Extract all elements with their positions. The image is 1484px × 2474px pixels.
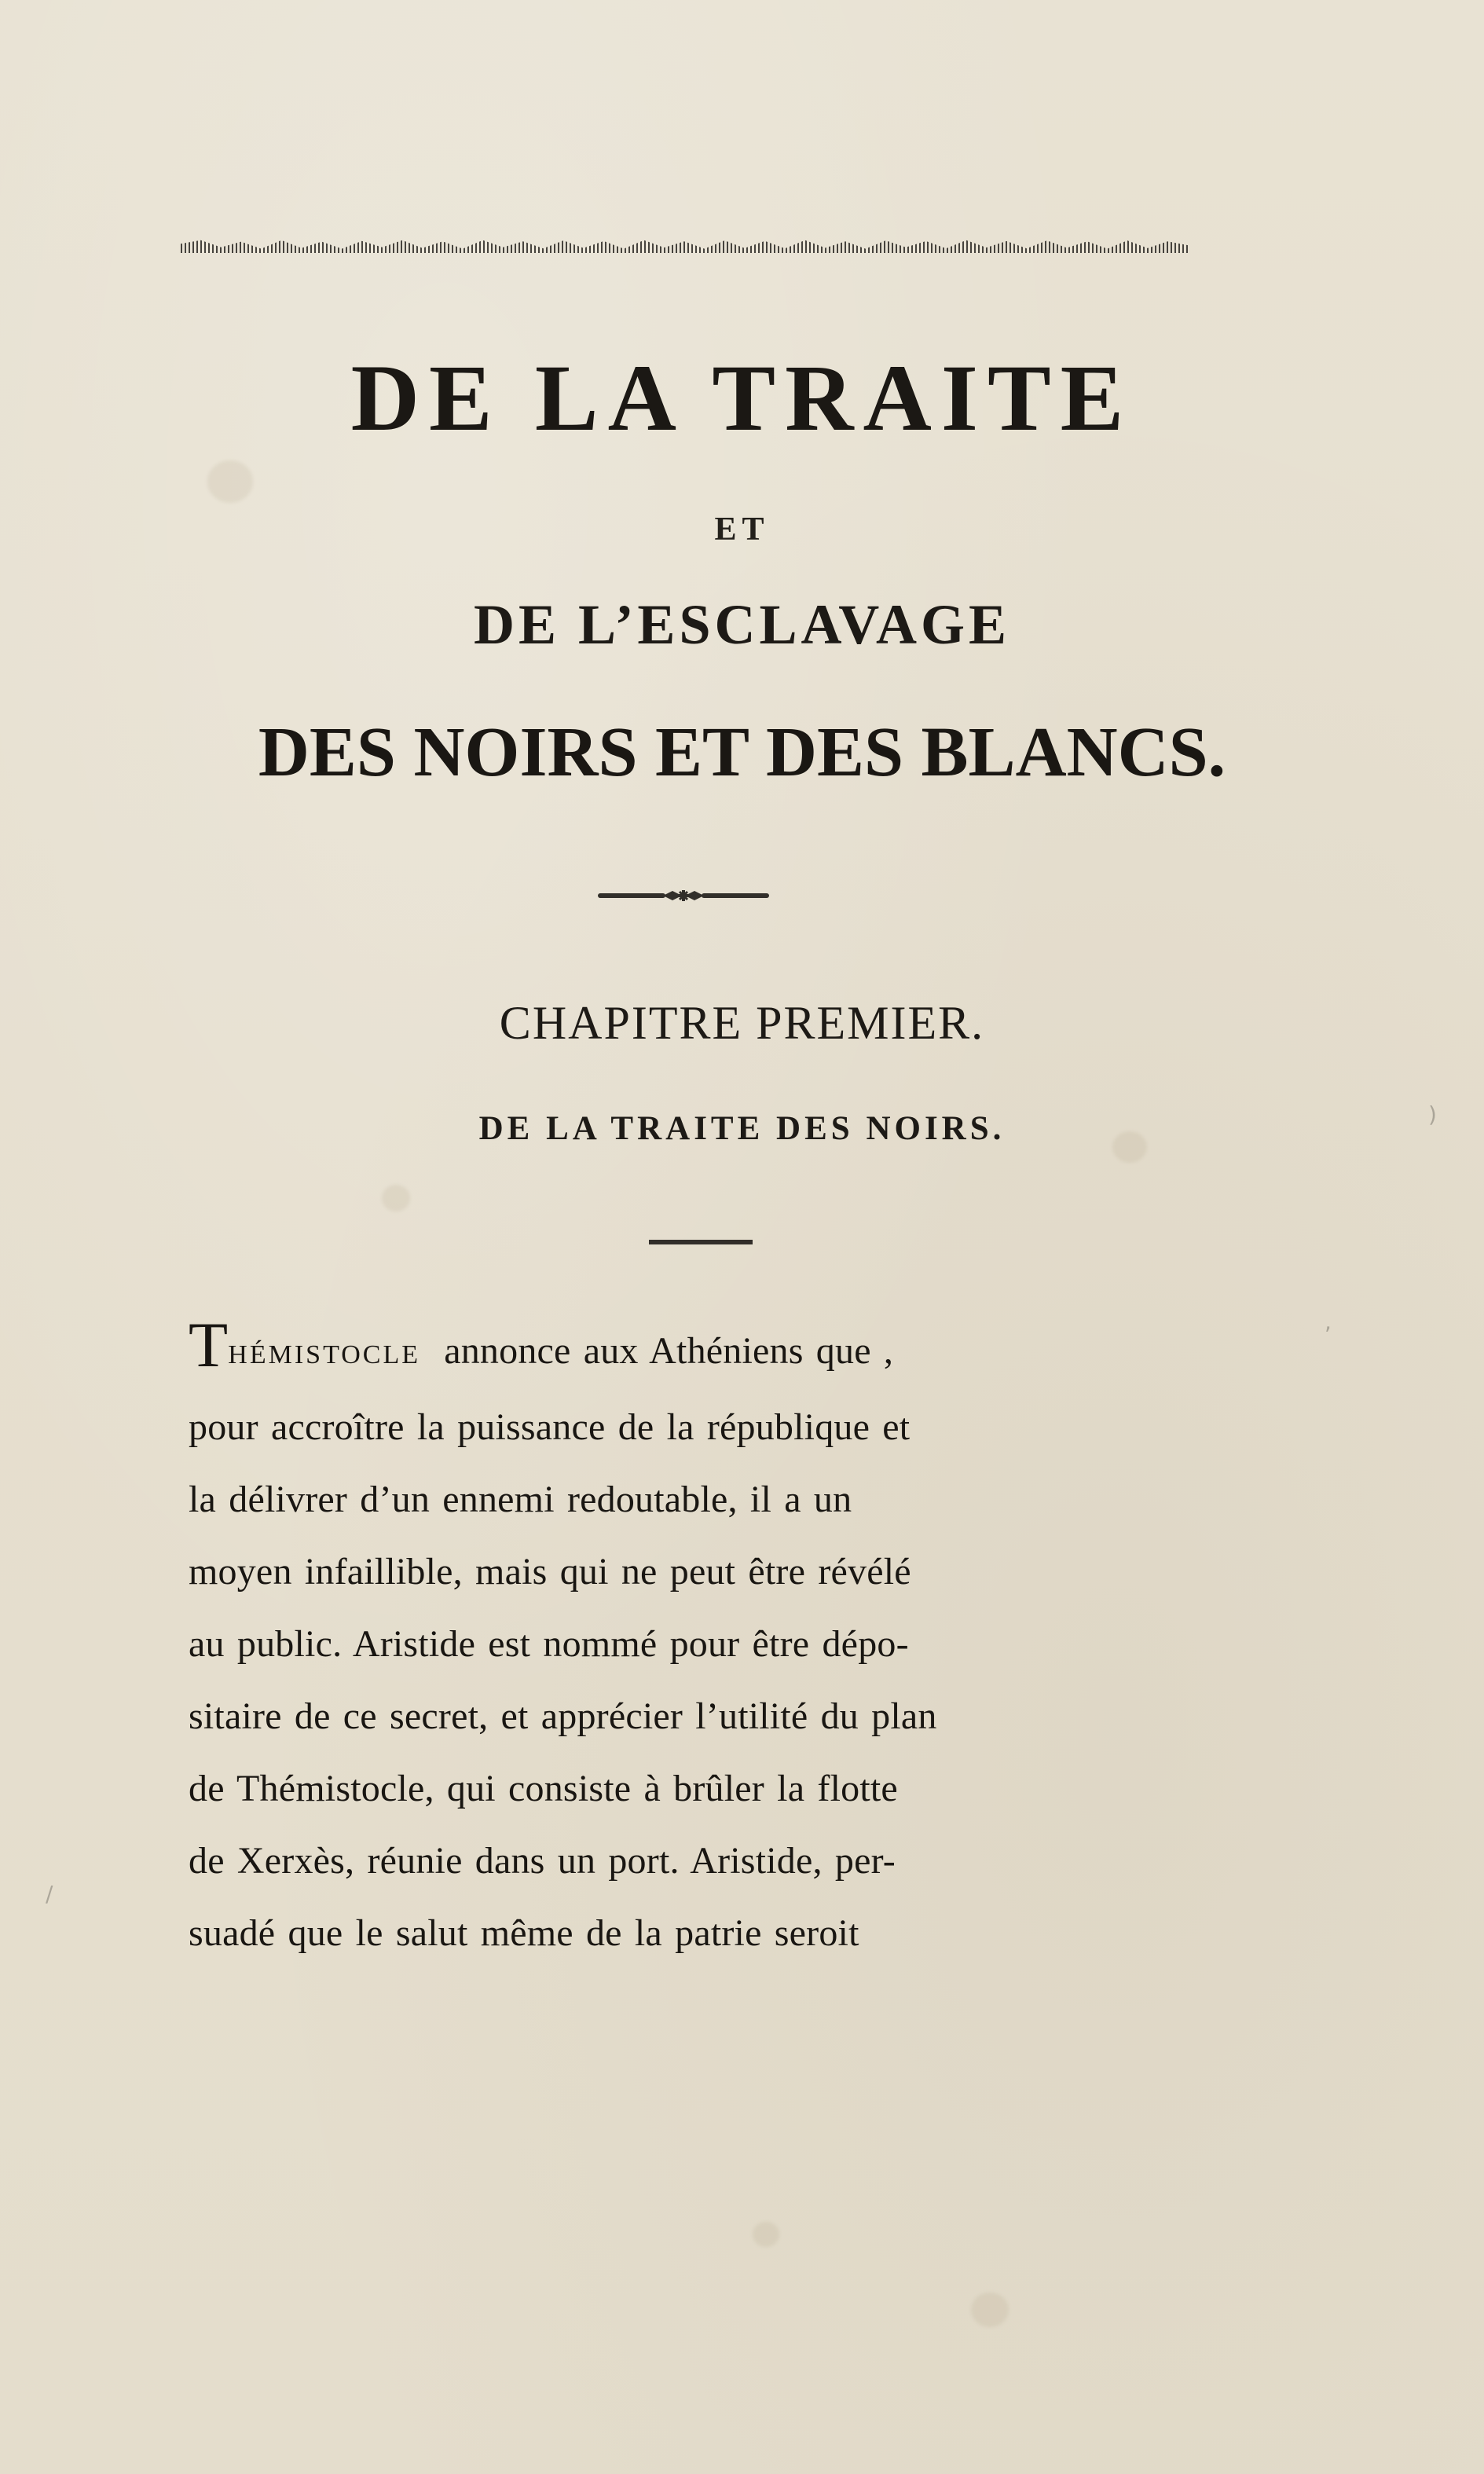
body-line-4: moyen infaillible, mais qui ne peut être révélé bbox=[189, 1551, 911, 1593]
paper-spot bbox=[382, 1185, 410, 1211]
chapter-heading: CHAPITRE PREMIER. bbox=[499, 997, 985, 1049]
edge-mark: , bbox=[1325, 1309, 1332, 1335]
body-line-8: de Xerxès, réunie dans un port. Aristide, per- bbox=[189, 1840, 896, 1882]
body-line-1-rest: annonce aux Athéniens que , bbox=[431, 1330, 894, 1372]
title-line-2: ET bbox=[714, 511, 770, 548]
title-line-1: DE LA TRAITE bbox=[350, 346, 1134, 451]
paper-spot bbox=[971, 2293, 1009, 2327]
title-line-3: DE L’ESCLAVAGE bbox=[474, 593, 1010, 656]
body-line-6: sitaire de ce secret, et apprécier l’utilité du plan bbox=[189, 1695, 937, 1737]
edge-mark: ) bbox=[1428, 1101, 1437, 1127]
body-line-9: suadé que le salut même de la patrie seroit bbox=[189, 1912, 859, 1954]
body-line-3: la délivrer d’un ennemi redoutable, il a un bbox=[189, 1479, 852, 1520]
body-text bbox=[189, 1309, 1210, 1970]
section-rule bbox=[649, 1240, 753, 1244]
decorative-divider-icon bbox=[597, 880, 770, 911]
title-line-4: DES NOIRS ET DES BLANCS. bbox=[258, 713, 1226, 791]
small-caps-name: HÉMISTOCLE bbox=[228, 1340, 421, 1369]
body-line-2: pour accroître la puissance de la république et bbox=[189, 1406, 911, 1448]
body-line-7: de Thémistocle, qui consiste à brûler la flotte bbox=[189, 1768, 898, 1809]
chapter-subheading: DE LA TRAITE DES NOIRS. bbox=[478, 1110, 1006, 1147]
body-line-1: THÉMISTOCLE annonce aux Athéniens que , bbox=[189, 1309, 894, 1380]
paper-spot bbox=[753, 2222, 779, 2247]
top-ornamental-border bbox=[181, 239, 1188, 253]
body-line-5: au public. Aristide est nommé pour être dépo- bbox=[189, 1623, 909, 1665]
paper-spot bbox=[207, 460, 253, 503]
edge-mark: / bbox=[46, 1881, 53, 1907]
